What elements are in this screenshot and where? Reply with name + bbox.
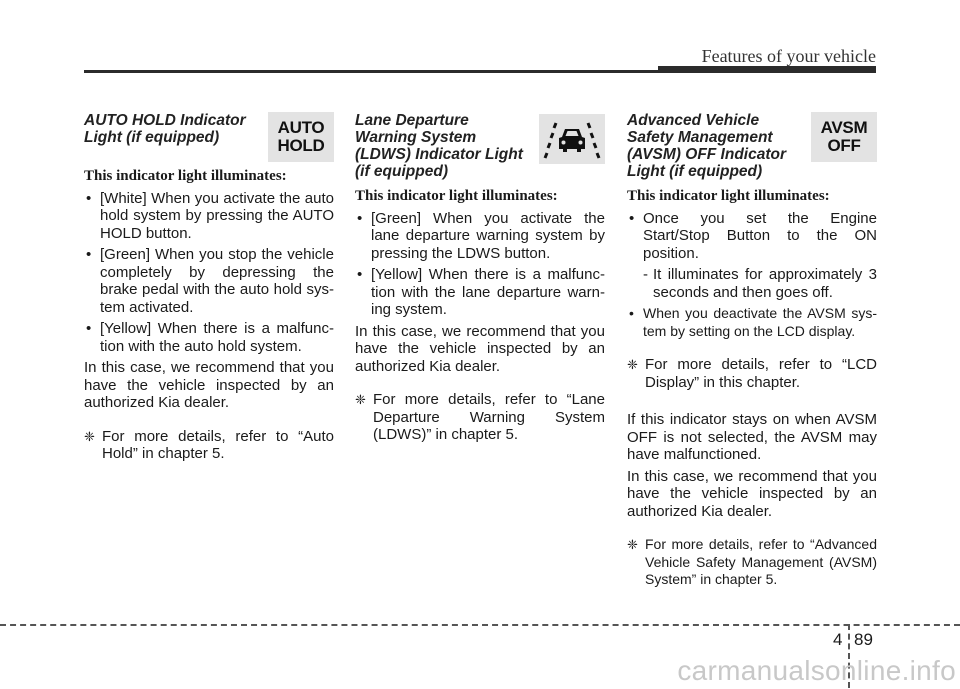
lane-departure-warning-icon <box>539 114 605 164</box>
section-header <box>84 112 334 162</box>
reference-note <box>84 428 334 463</box>
section-title: Lane Departure Warning System (LDWS) Indicator Light (if equipped) <box>355 112 523 180</box>
subheading: This indicator light illuminates: <box>355 188 558 204</box>
ldws-section <box>355 112 605 444</box>
icon-line: HOLD <box>277 136 325 155</box>
section-header <box>627 112 877 180</box>
reference-text: For more details, refer to “Auto Hold” in chapter 5. <box>102 427 334 462</box>
reference-text: For more details, refer to “Advanced Vehicle Safety Management (AVSM) System” in chapter 5. <box>645 536 877 587</box>
icon-line: OFF <box>827 136 861 155</box>
page-number: 89 <box>854 630 873 649</box>
list-item: • [Green] When you stop the vehicle completely by depressing the brake pedal with the auto hold sys-tem activated. <box>84 246 334 316</box>
list-subitem: - It illuminates for approximately 3 seconds and then goes off. <box>627 266 877 301</box>
paragraph: In this case, we recommend that you have the vehicle inspected by an authorized Kia dealer. <box>84 359 334 411</box>
list-item: • [White] When you activate the auto hold system by pressing the AUTO HOLD button. <box>84 190 334 243</box>
icon-line: AVSM <box>820 118 868 137</box>
auto-hold-indicator-icon <box>268 112 334 162</box>
list-item: • When you deactivate the AVSM sys-tem by setting on the LCD display. <box>627 305 877 340</box>
reference-text: For more details, refer to “Lane Departure Warning System (LDWS)” in chapter 5. <box>373 391 605 443</box>
paragraph: In this case, we recommend that you have the vehicle inspected by an authorized Kia dealer. <box>355 322 605 375</box>
icon-line: AUTO <box>277 118 325 137</box>
reference-mark-icon: ❈ <box>627 537 638 552</box>
header-title: Features of your vehicle <box>701 46 876 66</box>
avsm-off-section <box>627 112 877 589</box>
paragraph: In this case, we recommend that you have the vehicle inspected by an authorized Kia dealer. <box>627 467 877 520</box>
reference-note <box>627 536 877 589</box>
list-item: • [Yellow] When there is a malfunc-tion with the lane departure warn-ing system. <box>355 266 605 319</box>
auto-hold-section <box>84 112 334 463</box>
reference-note <box>627 356 877 391</box>
subheading: This indicator light illuminates: <box>627 188 830 204</box>
section-title: Advanced Vehicle Safety Management (AVSM) OFF Indicator Light (if equipped) <box>627 112 787 180</box>
footer-rule <box>0 624 960 626</box>
reference-text: For more details, refer to “LCD Display” in this chapter. <box>645 356 877 391</box>
subheading: This indicator light illuminates: <box>84 168 287 184</box>
reference-note <box>355 391 605 444</box>
header-rule-accent <box>658 66 876 73</box>
watermark: carmanualsonline.info <box>677 655 956 686</box>
reference-mark-icon: ❈ <box>355 392 366 407</box>
reference-mark-icon: ❈ <box>84 428 95 444</box>
section-title: AUTO HOLD Indicator Light (if equipped) <box>84 112 246 146</box>
chapter-number: 4 <box>833 630 843 649</box>
list-item: • [Yellow] When there is a malfunc-tion with the auto hold system. <box>84 320 334 355</box>
lane-car-icon <box>542 117 602 161</box>
reference-mark-icon: ❈ <box>627 357 638 372</box>
paragraph: If this indicator stays on when AVSM OFF is not selected, the AVSM may have malfunctioned. <box>627 411 877 463</box>
section-header <box>355 112 605 180</box>
list-item: • [Green] When you activate the lane departure warning system by pressing the LDWS button. <box>355 210 605 263</box>
avsm-off-indicator-icon <box>811 112 877 162</box>
list-item: • Once you set the Engine Start/Stop Button to the ON position. <box>627 210 877 263</box>
